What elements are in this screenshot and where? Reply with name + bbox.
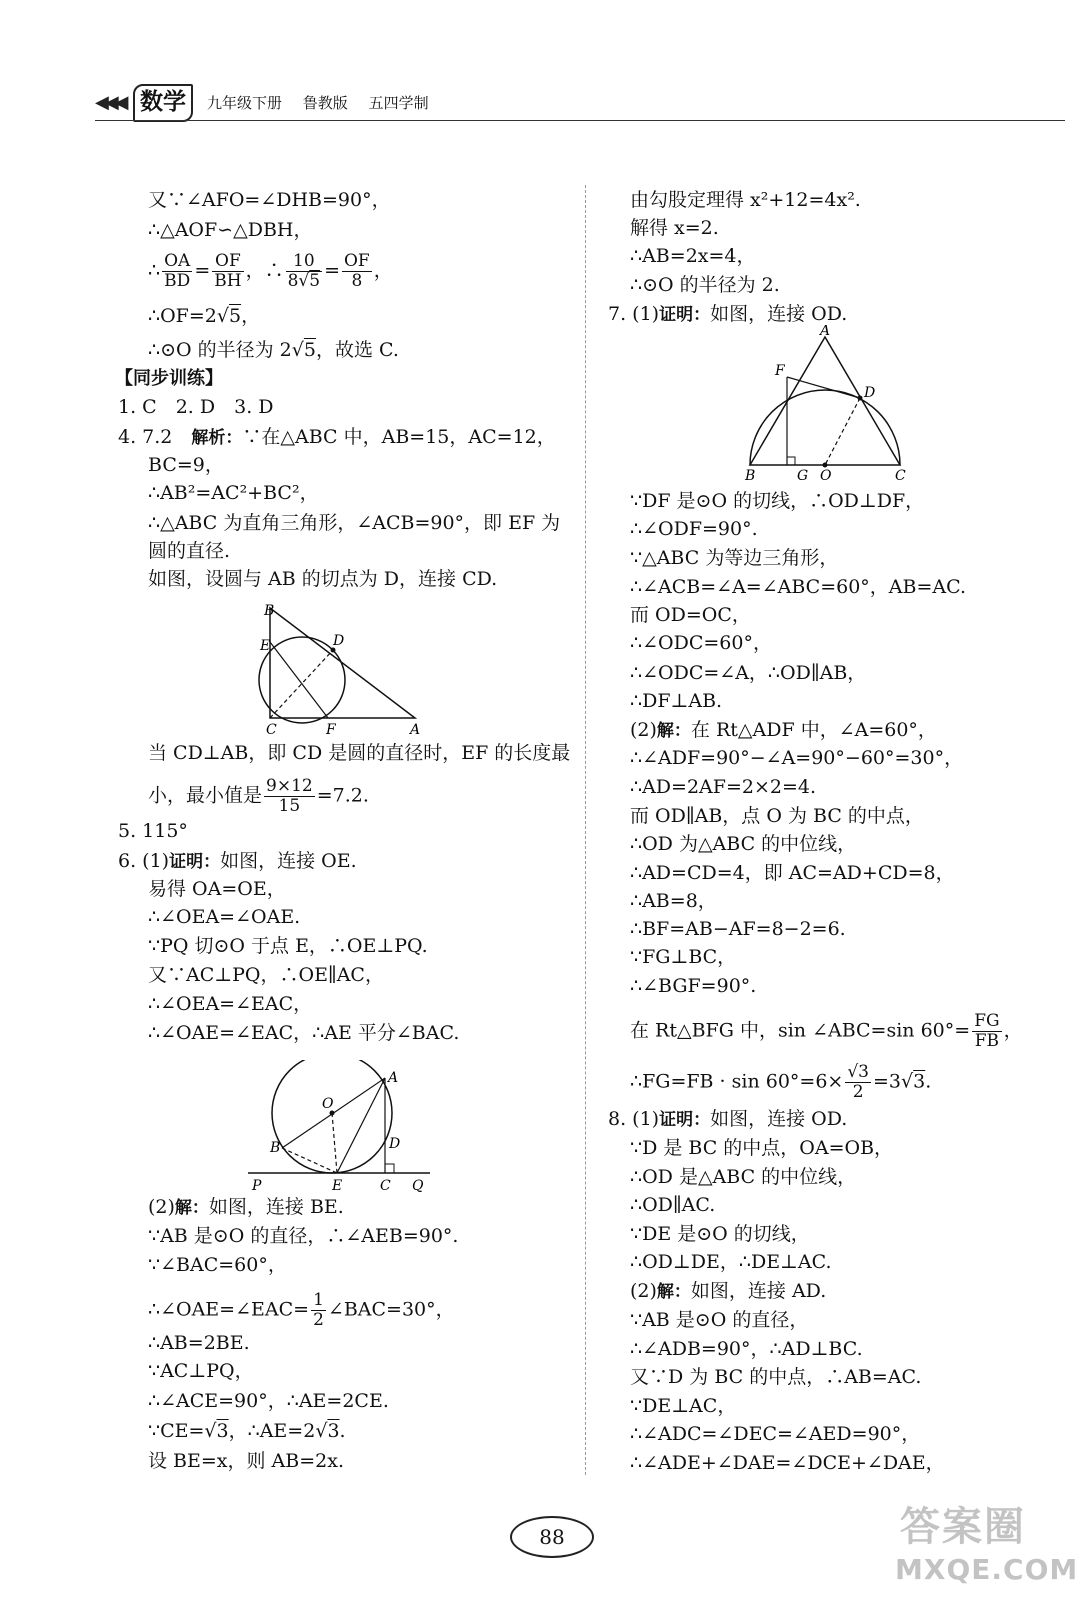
q7-line: 7. (1)证明：如图，连接 OD. — [608, 303, 848, 325]
fig3-label-G: G — [797, 468, 809, 484]
text-line: ∵∠BAC=60°， — [148, 1254, 287, 1276]
edition-label: 鲁教版 — [302, 94, 348, 112]
fig2-label-A: A — [388, 1070, 399, 1086]
text-line: ∴△ABC 为直角三角形，∠ACB=90°，即 EF 为 — [148, 512, 561, 534]
text-line: 易得 OA=OE， — [148, 878, 286, 900]
text-line: ∴⊙O 的半径为 2√5，故选 C. — [148, 339, 399, 361]
figure-q6 — [240, 1060, 440, 1195]
text-line: ∴OD 是△ABC 的中位线， — [630, 1166, 857, 1188]
fraction-line: ∴∠OAE=∠EAC= $\frac{1}{2}$ ∠BAC=30°， — [148, 1290, 455, 1330]
fig1-label-E: E — [260, 638, 271, 654]
text-line: 而 OD∥AB，点 O 为 BC 的中点， — [630, 805, 924, 827]
fig1-label-F: F — [326, 722, 336, 738]
fig2-label-P: P — [252, 1178, 262, 1194]
text-line: ∴AD=CD=4，即 AC=AD+CD=8， — [630, 862, 955, 884]
q8-line: 8. (1)证明：如图，连接 OD. — [608, 1108, 848, 1130]
text-line: ∵△ABC 为等边三角形， — [630, 547, 839, 569]
q6-part2-line: (2)解：如图，连接 BE. — [148, 1196, 344, 1218]
text-line: ∵D 是 BC 的中点，OA=OB， — [630, 1137, 894, 1159]
q8-part2-line: (2)解：如图，连接 AD. — [630, 1280, 827, 1302]
text-line: ∴⊙O 的半径为 2. — [630, 274, 780, 296]
answers-1-3: 1. C 2. D 3. D — [118, 396, 274, 418]
text-line: ∴OF=2√5， — [148, 305, 261, 327]
text-line: ∵DE⊥AC， — [630, 1395, 737, 1417]
text-line: ∴AB²=AC²+BC²， — [148, 482, 319, 504]
text-line: ∴∠OAE=∠EAC，∴AE 平分∠BAC. — [148, 1022, 460, 1044]
text-line: 由勾股定理得 x²+12=4x². — [630, 189, 861, 211]
fig1-label-D: D — [333, 633, 345, 649]
text-line: 圆的直径. — [148, 540, 231, 562]
fig2-label-B: B — [270, 1140, 281, 1156]
text-line: 当 CD⊥AB，即 CD 是圆的直径时，EF 的长度最 — [148, 742, 571, 764]
section-heading: 【同步训练】 — [115, 368, 223, 389]
subject-badge: 数学 — [133, 84, 193, 122]
page-number: 88 — [510, 1516, 594, 1558]
text-line: BC=9， — [148, 454, 224, 476]
text-line: ∵AB 是⊙O 的直径，∴∠AEB=90°. — [148, 1225, 459, 1247]
figure-q7 — [735, 325, 915, 485]
fraction-line: 在 Rt△BFG 中，sin ∠ABC=sin 60°= $\frac{FG}{FB}$ ， — [630, 1011, 1023, 1051]
text-line: ∴AB=8， — [630, 890, 717, 912]
text-line: ∵DE 是⊙O 的切线， — [630, 1223, 810, 1245]
text-line: ∵PQ 切⊙O 于点 E，∴OE⊥PQ. — [148, 935, 428, 957]
text-line: 又∵AC⊥PQ，∴OE∥AC， — [148, 964, 384, 986]
fig1-label-B: B — [264, 603, 275, 619]
fig3-label-O: O — [820, 468, 832, 484]
text-line: ∴∠OEA=∠OAE. — [148, 906, 301, 928]
grade-label: 九年级下册 — [207, 94, 283, 112]
answer-5: 5. 115° — [118, 820, 188, 842]
text-line: ∵FG⊥BC， — [630, 946, 737, 968]
text-line: ∵AB 是⊙O 的直径， — [630, 1309, 809, 1331]
text-line: ∴∠OEA=∠EAC， — [148, 993, 313, 1015]
q4-line: 4. 7.2 解析：∵在△ABC 中，AB=15，AC=12， — [118, 426, 556, 448]
text-line: ∴∠ACE=90°，∴AE=2CE. — [148, 1390, 389, 1412]
fig3-label-B: B — [745, 468, 756, 484]
text-line: ∴OD 为△ABC 的中位线， — [630, 833, 857, 855]
fraction-line: ∴ $\frac{OA}{BD}$ = $\frac{OF}{BH}$ ，∴ $\frac{10}{8√5}$ = $\frac{OF}{8}$ ， — [148, 251, 393, 291]
text-line: ∴∠ADF=90°−∠A=90°−60°=30°， — [630, 747, 964, 769]
text-line: 又∵D 为 BC 的中点，∴AB=AC. — [630, 1366, 922, 1388]
text-line: ∴DF⊥AB. — [630, 690, 723, 712]
header-arrows-icon: ◀◀◀ — [95, 92, 125, 113]
text-line: ∴AD=2AF=2×2=4. — [630, 776, 817, 798]
text-line: ∴∠ODF=90°. — [630, 518, 758, 540]
fig3-label-C: C — [895, 468, 906, 484]
watermark-logo-text: 答案圈 — [900, 1504, 1026, 1550]
text-line: 解得 x=2. — [630, 217, 719, 239]
fig3-label-F: F — [775, 363, 785, 379]
column-divider — [585, 185, 586, 1475]
fig2-label-E: E — [332, 1178, 343, 1194]
figure-q4 — [250, 600, 430, 740]
text-line: ∴AB=2BE. — [148, 1332, 250, 1354]
text-line: ∴OD⊥DE，∴DE⊥AC. — [630, 1251, 832, 1273]
fig2-label-C: C — [380, 1178, 391, 1194]
fig2-label-D: D — [389, 1136, 401, 1152]
fig2-label-Q: Q — [412, 1178, 424, 1194]
watermark-url: MXQE.COM — [895, 1553, 1079, 1586]
page-header — [95, 84, 1070, 124]
text-line: 如图，设圆与 AB 的切点为 D，连接 CD. — [148, 568, 498, 590]
text-line: ∵CE=√3，∴AE=2√3. — [148, 1420, 346, 1442]
text-line: ∴∠ADC=∠DEC=∠AED=90°， — [630, 1423, 921, 1445]
fraction-line: 小，最小值是 $\frac{9\times 12}{15}$ =7.2. — [148, 776, 369, 816]
text-line: ∴∠ACB=∠A=∠ABC=60°，AB=AC. — [630, 576, 967, 598]
fig2-label-O: O — [322, 1096, 334, 1112]
fig1-label-C: C — [266, 722, 277, 738]
text-line: ∴OD∥AC. — [630, 1194, 716, 1216]
text-line: ∴∠ADE+∠DAE=∠DCE+∠DAE， — [630, 1452, 945, 1474]
text-line: 设 BE=x，则 AB=2x. — [148, 1450, 344, 1472]
q7-part2-line: (2)解：在 Rt△ADF 中，∠A=60°， — [630, 719, 937, 741]
text-line: ∴∠ODC=60°， — [630, 632, 772, 654]
header-rule — [95, 120, 1065, 121]
watermark — [895, 1495, 1079, 1595]
fig3-label-A: A — [820, 325, 831, 339]
text-line: ∴△AOF∽△DBH， — [148, 219, 313, 241]
text-line: ∴BF=AB−AF=8−2=6. — [630, 918, 846, 940]
fig3-label-D: D — [864, 385, 876, 401]
text-line: 又∵∠AFO=∠DHB=90°， — [148, 189, 391, 211]
fraction-line: ∴FG=FB · sin 60°=6× $\frac{√3}{2}$ =3√3. — [630, 1062, 932, 1102]
text-line: ∵DF 是⊙O 的切线，∴OD⊥DF， — [630, 490, 925, 512]
q6-line: 6. (1)证明：如图，连接 OE. — [118, 850, 357, 872]
system-label: 五四学制 — [368, 94, 429, 112]
text-line: 而 OD=OC， — [630, 604, 751, 626]
fig1-label-A: A — [410, 722, 421, 738]
text-line: ∴AB=2x=4， — [630, 245, 756, 267]
text-line: ∴∠ADB=90°，∴AD⊥BC. — [630, 1338, 863, 1360]
book-info — [207, 92, 445, 113]
text-line: ∴∠ODC=∠A，∴OD∥AB， — [630, 662, 867, 684]
text-line: ∵AC⊥PQ， — [148, 1360, 254, 1382]
text-line: ∴∠BGF=90°. — [630, 975, 757, 997]
